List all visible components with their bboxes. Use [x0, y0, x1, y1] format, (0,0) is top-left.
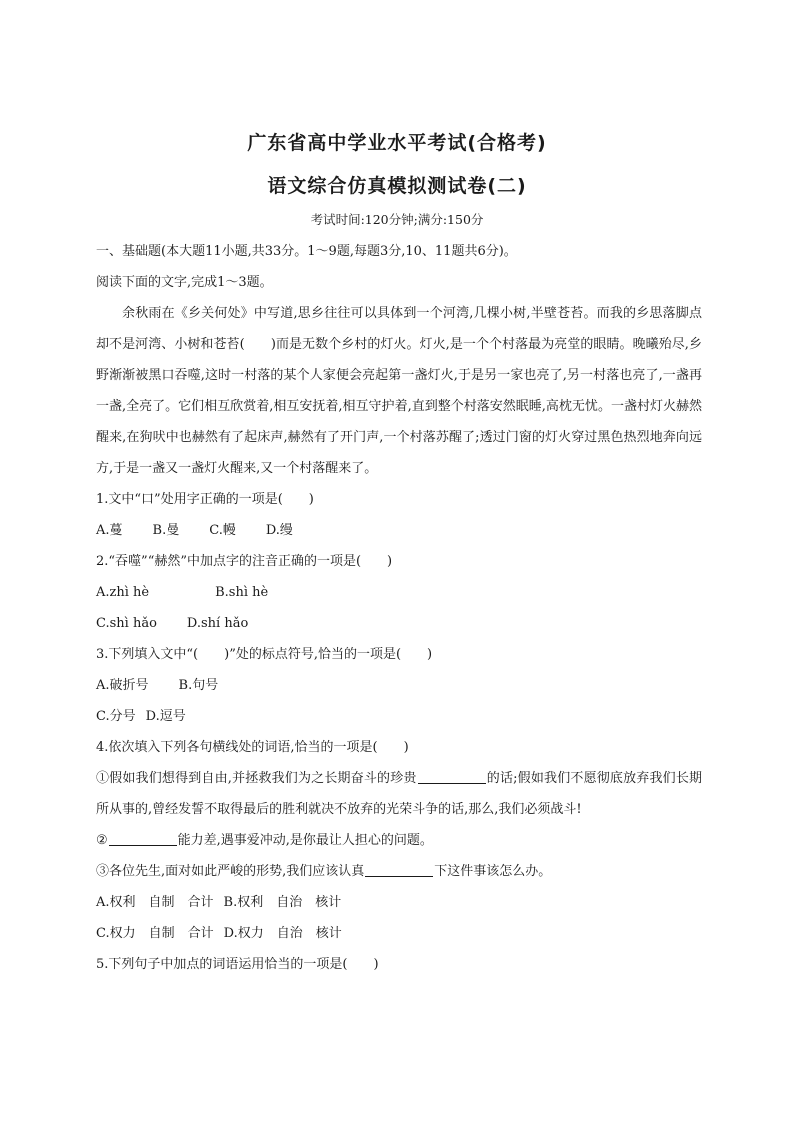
option-c: C.权力 自制 合计	[96, 926, 214, 941]
exam-time-score: 考试时间:120分钟;满分:150分	[310, 212, 484, 227]
question-4-sentence-3: ③各位先生,面对如此严峻的形势,我们应该认真 下这件事该怎么办。	[96, 856, 702, 887]
option-c: C.分号	[96, 709, 136, 724]
option-a: A.蔓	[96, 523, 123, 538]
reading-instruction: 阅读下面的文字,完成1～3题。	[96, 275, 273, 290]
section-heading: 一、基础题(本大题11小题,共33分。1～9题,每题3分,10、11题共6分)。	[96, 244, 517, 259]
question-4-sentence-2: ② 能力差,遇事爱冲动,是你最让人担心的问题。	[96, 825, 702, 856]
question-2-options-row2	[96, 608, 702, 639]
question-3-stem: 3.下列填入文中“( )”处的标点符号,恰当的一项是( )	[96, 647, 433, 662]
option-c: C.幔	[209, 523, 236, 538]
question-4-sentence-1: ①假如我们想得到自由,并拯救我们为之长期奋斗的珍贵 的话;假如我们不愿彻底放弃我们长期所从事的,曾经发誓不取得最后的胜利就决不放弃的光荣斗争的话,那么,我们必须战斗!	[96, 763, 702, 825]
option-b: B.权利 自治 核计	[223, 895, 342, 910]
option-b: B.shì hè	[215, 585, 269, 600]
option-a: A.破折号	[96, 678, 149, 693]
option-a: A.权利 自制 合计	[96, 895, 214, 910]
question-1-options	[96, 515, 702, 546]
option-d: D.权力 自治 核计	[223, 926, 342, 941]
option-c: C.shì hǎo	[96, 616, 157, 631]
option-d: D.shí hǎo	[186, 616, 249, 631]
question-2-stem: 2.“吞噬”“赫然”中加点字的注音正确的一项是( )	[96, 554, 393, 569]
option-d: D.逗号	[145, 709, 186, 724]
fill-blank-3[interactable]	[365, 860, 433, 877]
question-4-stem: 4.依次填入下列各句横线处的词语,恰当的一项是( )	[96, 740, 409, 755]
fill-blank-2[interactable]	[109, 829, 177, 846]
option-a: A.zhì hè	[96, 585, 150, 600]
question-5-stem: 5.下列句子中加点的词语运用恰当的一项是( )	[96, 957, 379, 972]
fill-blank-1[interactable]	[418, 767, 486, 784]
question-3-options-row2	[96, 701, 702, 732]
question-2-options-row1	[96, 577, 702, 608]
option-b: B.句号	[178, 678, 219, 693]
option-d: D.缦	[265, 523, 293, 538]
question-1-stem: 1.文中“口”处用字正确的一项是( )	[96, 492, 314, 507]
question-3-options-row1	[96, 670, 702, 701]
exam-content	[96, 236, 702, 980]
exam-title: 广东省高中学业水平考试(合格考)	[247, 132, 547, 154]
option-b: B.曼	[152, 523, 180, 538]
reading-passage: 余秋雨在《乡关何处》中写道,思乡往往可以具体到一个河湾,几棵小树,半壁苍苔。而我的乡思落脚点却不是河湾、小树和苍苔( )而是无数个乡村的灯火。灯火,是一个个村落最为亮堂的眼睛。晚曦殆尽,乡野渐渐被黑口吞噬,这时一村落的某个人家便会亮起第一盏灯火,于是另一家也亮了,另一村落也亮了,一盏再一盏,全亮了。它们相互欣赏着,相互安抚着,相互守护着,直到整个村落安然眠睡,高枕无忧。一盏村灯火赫然醒来,在狗吠中也赫然有了起床声,赫然有了开门声,一个村落苏醒了;透过门窗的灯火穿过黑色热烈地奔向远方,于是一盏又一盏灯火醒来,又一个村落醒来了。	[96, 306, 702, 476]
question-4-options-row2	[96, 918, 702, 949]
question-4-options-row1	[96, 887, 702, 918]
exam-subtitle-title: 语文综合仿真模拟测试卷(二)	[267, 175, 527, 197]
